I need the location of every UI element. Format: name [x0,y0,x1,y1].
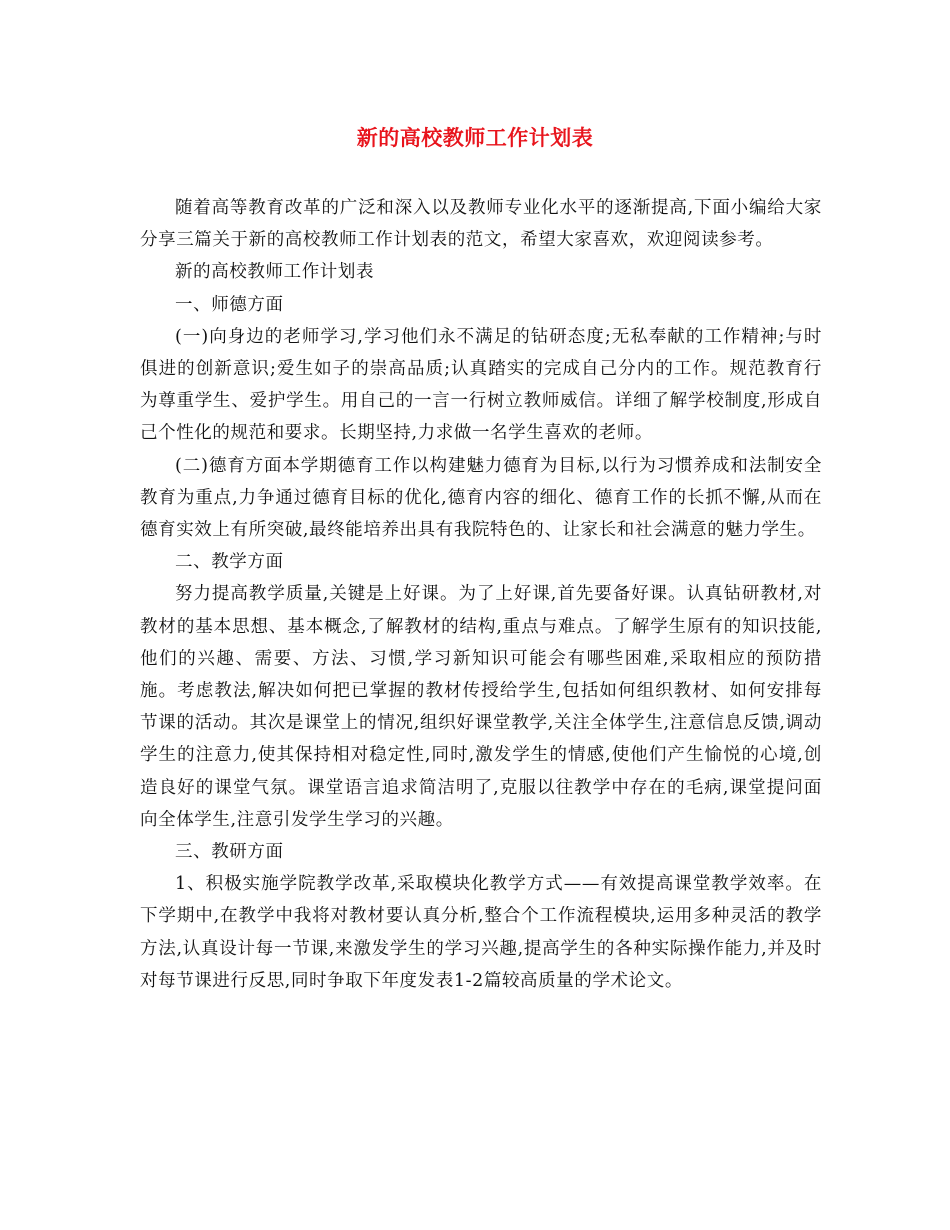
teaching-paragraph: 努力提高教学质量,关键是上好课。为了上好课,首先要备好课。认真钻研教材,对教材的基本思想、基本概念,了解教材的结构,重点与难点。了解学生原有的知识技能,他们的兴趣、需要、方法、习惯,学习新知识可能会有哪些困难,采取相应的预防措施。考虑教法,解决如何把已掌握的教材传授给学生,包括如何组织教材、如何安排每节课的活动。其次是课堂上的情况,组织好课堂教学,关注全体学生,注意信息反馈,调动学生的注意力,使其保持相对稳定性,同时,激发学生的情感,使他们产生愉悦的心境,创造良好的课堂气氛。课堂语言追求简洁明了,克服以往教学中存在的毛病,课堂提问面向全体学生,注意引发学生学习的兴趣。 [140,584,822,830]
section-heading-research: 三、教研方面 [175,842,284,863]
ethics-paragraph-2: (二)德育方面本学期德育工作以构建魅力德育为目标,以行为习惯养成和法制安全教育为重点,力争通过德育目标的优化,德育内容的细化、德育工作的长抓不懈,从而在德育实效上有所突破,最终能培养出具有我院特色的、让家长和社会满意的魅力学生。 [140,455,822,541]
document-body [140,192,822,997]
subtitle-line: 新的高校教师工作计划表 [175,262,375,283]
intro-paragraph: 随着高等教育改革的广泛和深入以及教师专业化水平的逐渐提高,下面小编给大家分享三篇关于新的高校教师工作计划表的范文，希望大家喜欢，欢迎阅读参考。 [140,198,822,251]
document-title: 新的高校教师工作计划表 [356,125,594,150]
section-heading-teaching: 二、教学方面 [175,552,284,573]
section-heading-ethics: 一、师德方面 [175,294,284,315]
ethics-paragraph-1: (一)向身边的老师学习,学习他们永不满足的钻研态度;无私奉献的工作精神;与时俱进的创新意识;爱生如子的崇高品质;认真踏实的完成自己分内的工作。规范教育行为尊重学生、爱护学生。用自己的一言一行树立教师威信。详细了解学校制度,形成自己个性化的规范和要求。长期坚持,力求做一名学生喜欢的老师。 [140,326,822,444]
research-paragraph: 1、积极实施学院教学改革,采取模块化教学方式——有效提高课堂教学效率。在下学期中,在教学中我将对教材要认真分析,整合个工作流程模块,运用多种灵活的教学方法,认真设计每一节课,来激发学生的学习兴趣,提高学生的各种实际操作能力,并及时对每节课进行反思,同时争取下年度发表1-2篇较高质量的学术论文。 [140,874,822,991]
